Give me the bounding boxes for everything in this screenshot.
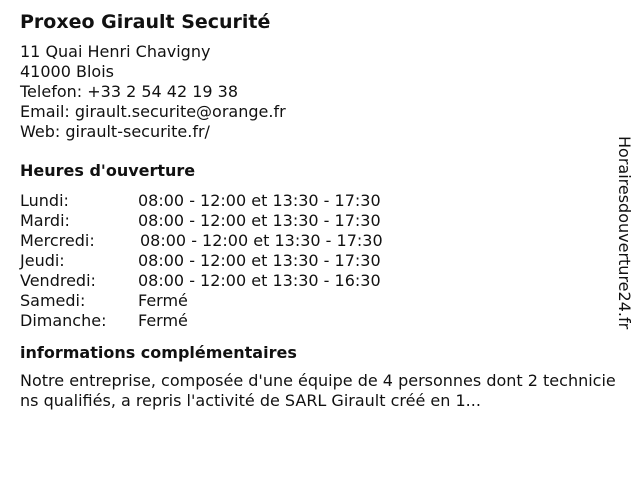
hours-time: 08:00 - 12:00 et 13:30 - 17:30 xyxy=(138,251,381,270)
hours-row-vendredi xyxy=(20,271,600,291)
hours-row-lundi xyxy=(20,191,600,211)
site-watermark: Horairesdouverture24.fr xyxy=(615,136,634,330)
hours-row-mercredi xyxy=(20,231,600,251)
hours-day: Jeudi: xyxy=(20,251,65,270)
address-block xyxy=(20,42,600,142)
business-card xyxy=(20,10,616,411)
hours-time: Fermé xyxy=(138,311,188,330)
business-name: Proxeo Girault Securité xyxy=(20,11,271,33)
web-line: Web: girault-securite.fr/ xyxy=(20,122,210,141)
email-line: Email: girault.securite@orange.fr xyxy=(20,102,286,121)
hours-day: Mardi: xyxy=(20,211,70,230)
hours-day: Vendredi: xyxy=(20,271,96,290)
hours-day: Mercredi: xyxy=(20,231,95,250)
hours-day: Lundi: xyxy=(20,191,69,210)
hours-time: 08:00 - 12:00 et 13:30 - 16:30 xyxy=(138,271,381,290)
hours-row-jeudi xyxy=(20,251,600,271)
hours-heading: Heures d'ouverture xyxy=(20,161,196,180)
hours-time: 08:00 - 12:00 et 13:30 - 17:30 xyxy=(138,211,381,230)
info-heading: informations complémentaires xyxy=(20,343,297,362)
hours-row-samedi xyxy=(20,291,600,311)
hours-row-dimanche xyxy=(20,311,600,331)
phone-line: Telefon: +33 2 54 42 19 38 xyxy=(20,82,239,101)
hours-day: Samedi: xyxy=(20,291,86,310)
hours-row-mardi xyxy=(20,211,600,231)
hours-table xyxy=(20,191,600,331)
info-description: Notre entreprise, composée d'une équipe de 4 personnes dont 2 techniciens qualifiés, a repris l'activité de SARL Girault créé en 1... xyxy=(20,371,616,410)
address-street: 11 Quai Henri Chavigny xyxy=(20,42,211,61)
hours-day: Dimanche: xyxy=(20,311,107,330)
hours-time: 08:00 - 12:00 et 13:30 - 17:30 xyxy=(138,191,381,210)
hours-time: Fermé xyxy=(138,291,188,310)
address-city: 41000 Blois xyxy=(20,62,114,81)
hours-time: 08:00 - 12:00 et 13:30 - 17:30 xyxy=(140,231,383,250)
